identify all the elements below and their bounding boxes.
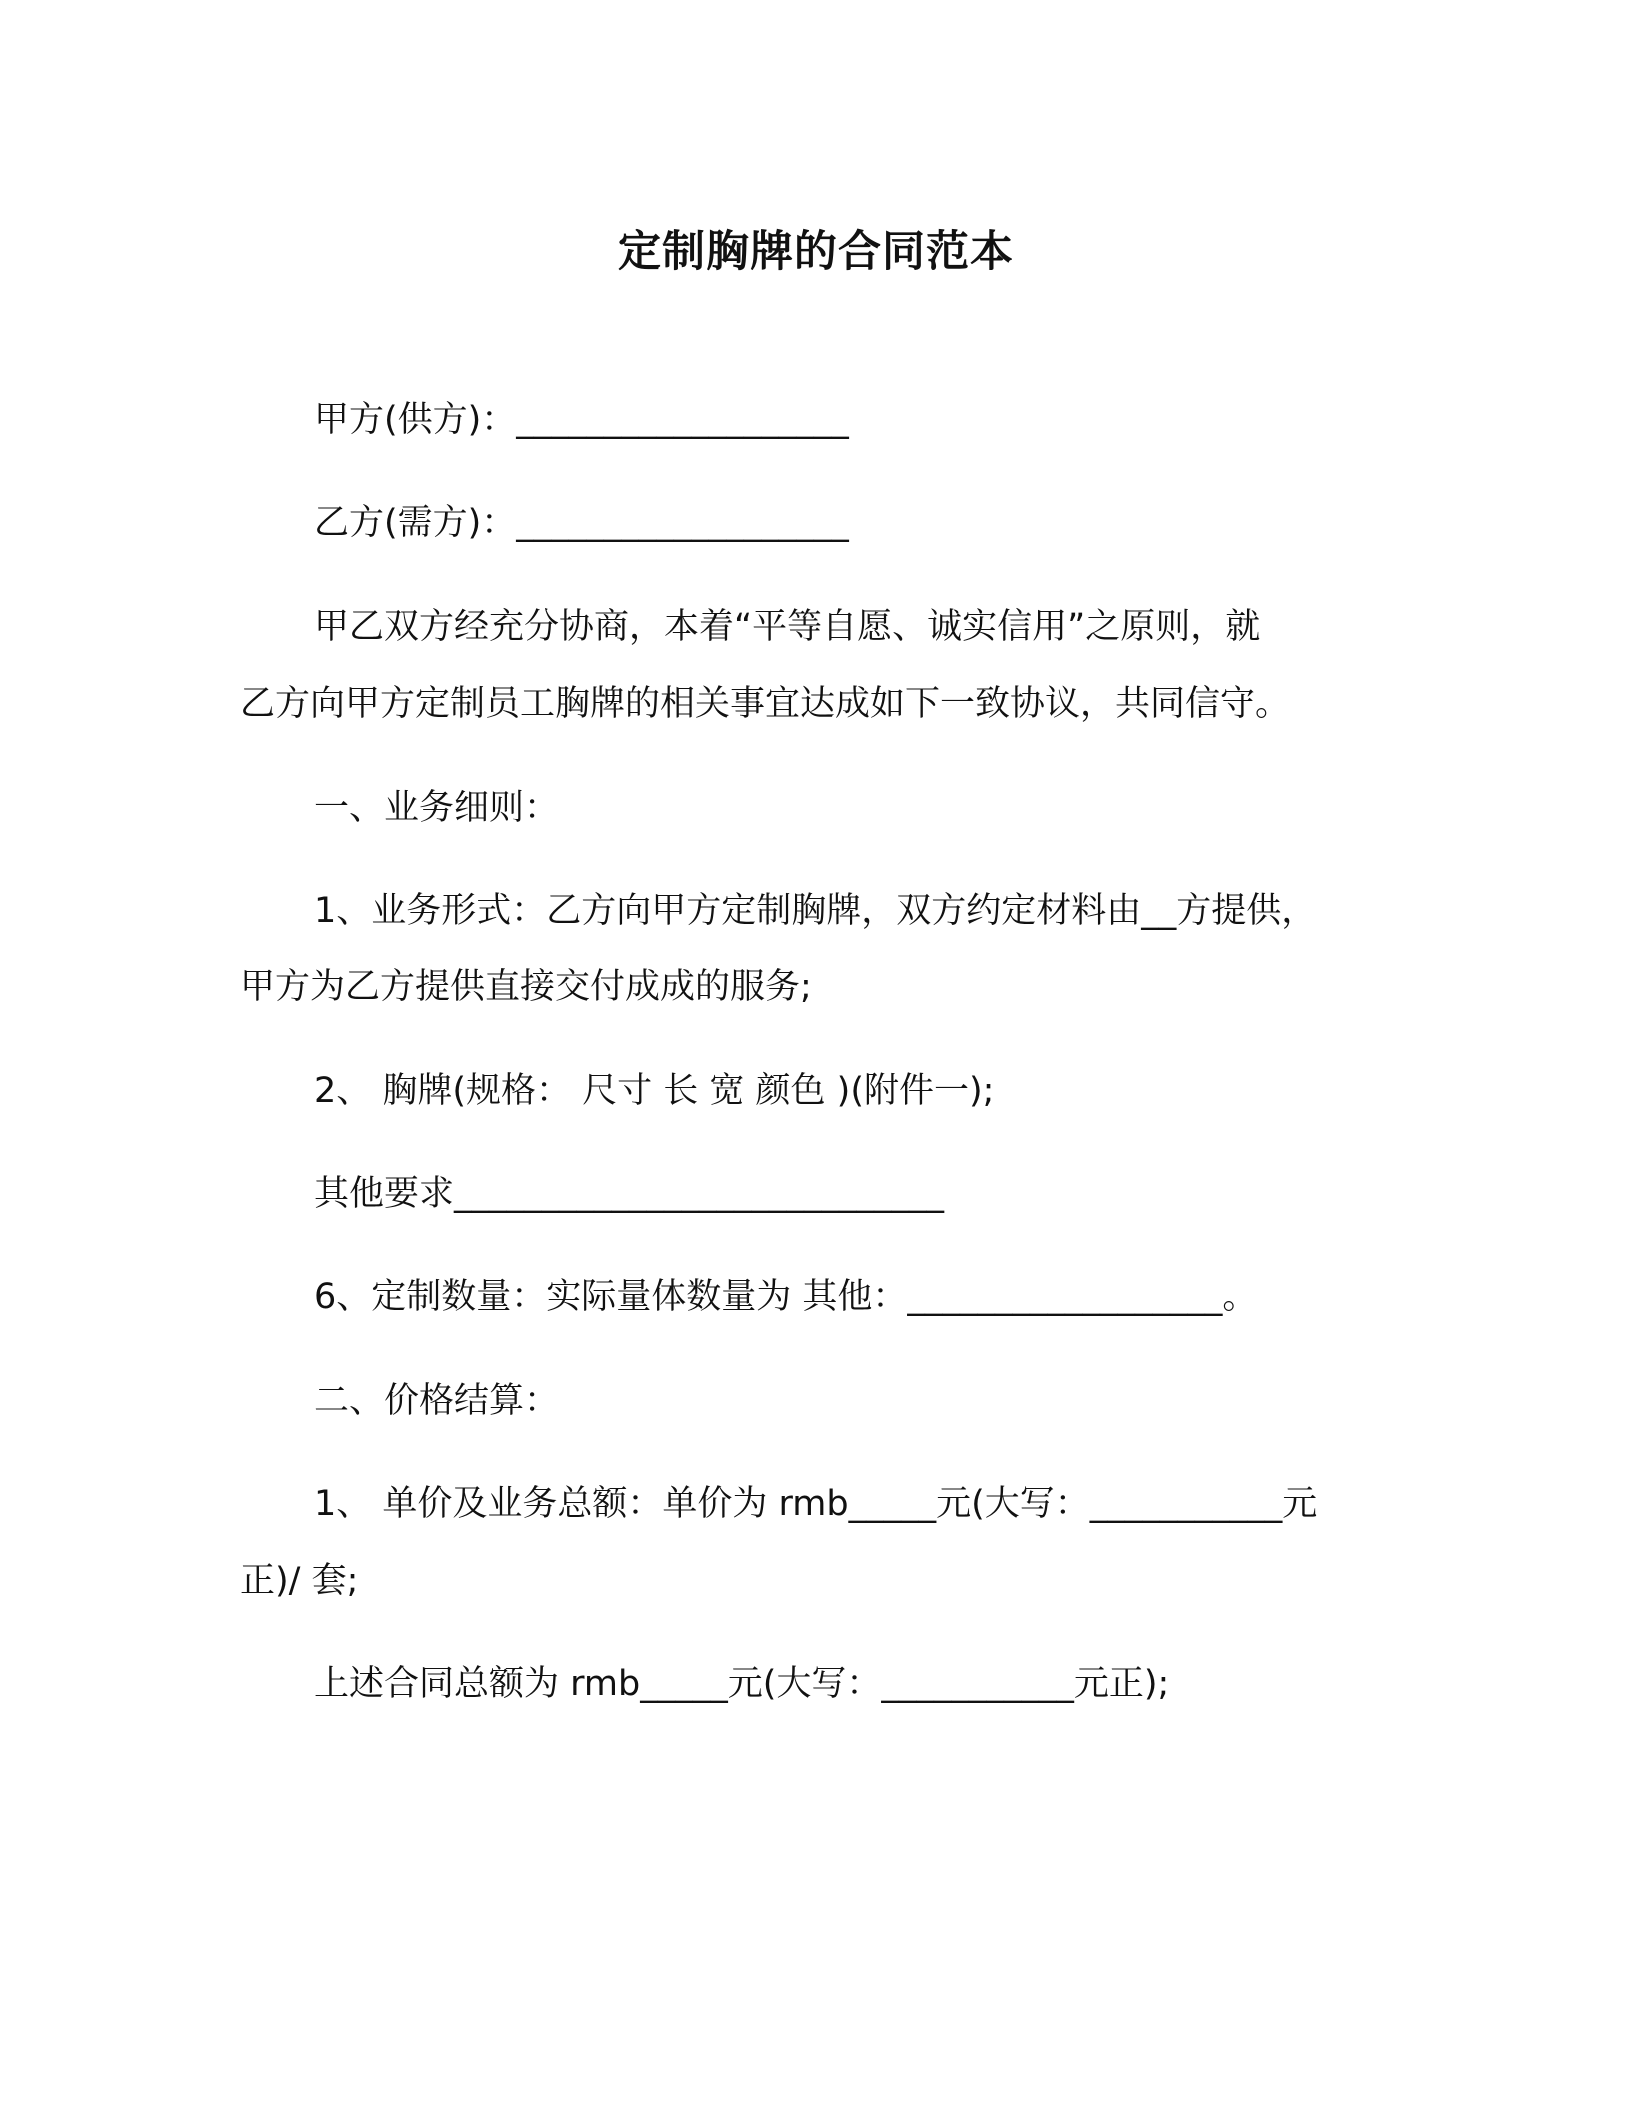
- party-a-line: 甲方(供方)：___________________: [314, 400, 849, 440]
- clause-1-line-2: 甲方为乙方提供直接交付成成的服务;: [240, 967, 812, 1007]
- section-heading-business: 一、业务细则：: [314, 788, 560, 828]
- section-heading-price: 二、价格结算：: [314, 1381, 560, 1421]
- document-title: 定制胸牌的合同范本: [618, 227, 1014, 277]
- other-requirements-line: 其他要求____________________________: [314, 1174, 945, 1214]
- preamble-line-2: 乙方向甲方定制员工胸牌的相关事宜达成如下一致协议，共同信守。: [240, 684, 1291, 724]
- party-b-line: 乙方(需方)：___________________: [314, 503, 849, 543]
- price-clause-line-2: 正)/ 套;: [240, 1561, 359, 1601]
- clause-6-line: 6、定制数量：实际量体数量为 其他：__________________。: [314, 1277, 1258, 1317]
- total-amount-line: 上述合同总额为 rmb_____元(大写：___________元正);: [314, 1664, 1170, 1704]
- preamble-line-1: 甲乙双方经充分协商，本着“平等自愿、诚实信用”之原则，就: [314, 607, 1261, 647]
- clause-2-line: 2、 胸牌(规格： 尺寸 长 宽 颜色 )(附件一);: [314, 1071, 995, 1111]
- clause-1-line-1: 1、业务形式：乙方向甲方定制胸牌，双方约定材料由__方提供，: [314, 891, 1317, 931]
- price-clause-line-1: 1、 单价及业务总额：单价为 rmb_____元(大写：___________元: [314, 1484, 1318, 1524]
